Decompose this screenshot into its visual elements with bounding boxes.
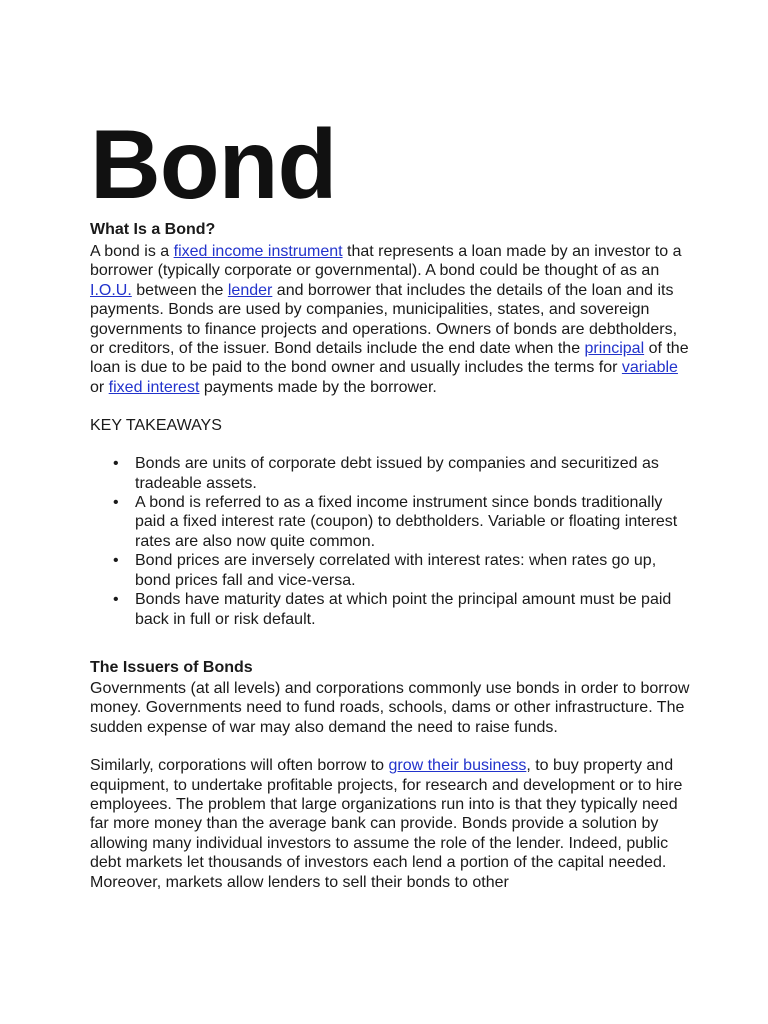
spacer	[90, 737, 690, 756]
spacer	[90, 397, 690, 416]
list-item-text: Bonds are units of corporate debt issued by companies and securitized as tradeable assets.	[135, 455, 659, 492]
link-grow-their-business[interactable]: grow their business	[388, 757, 527, 775]
bullet-icon: •	[113, 455, 119, 473]
paragraph-what-is-a-bond	[90, 242, 690, 397]
list-item	[113, 493, 690, 551]
bullet-icon: •	[113, 552, 119, 570]
key-takeaways-list	[90, 454, 690, 629]
list-item-text: Bonds have maturity dates at which point the principal amount must be paid back in full or risk default.	[135, 591, 672, 628]
text-span: between the	[131, 281, 228, 299]
bullet-icon: •	[113, 591, 119, 609]
section-heading-issuers-of-bonds: The Issuers of Bonds	[90, 658, 253, 676]
link-principal[interactable]: principal	[584, 340, 645, 358]
link-variable[interactable]: variable	[621, 359, 678, 377]
list-item	[113, 454, 690, 493]
list-item	[113, 551, 690, 590]
text-span: or	[90, 378, 109, 396]
link-iou[interactable]: I.O.U.	[90, 281, 132, 299]
text-span: , to buy property and equipment, to undertake profitable projects, for research and development or to hire employees. The problem that large organizations run into is that they typically need far more money than the average bank can provide. Bonds provide a solution by allowing many individual investors to assume the role of the lender. Indeed, public debt markets let thousands of investors each lend a portion of the capital needed. Moreover, markets allow lenders to sell their bonds to other	[90, 757, 683, 891]
page-title: Bond	[90, 109, 337, 219]
list-item-text: A bond is referred to as a fixed income instrument since bonds traditionally paid a fixed interest rate (coupon) to debtholders. Variable or floating interest rates are also now quite common.	[135, 494, 678, 550]
link-fixed-income-instrument[interactable]: fixed income instrument	[173, 243, 343, 260]
document-content	[90, 108, 690, 892]
text-span: of the loan is due to be paid to the bond owner and usually includes the terms for	[90, 340, 689, 377]
text-span: that represents a loan made by an investor to a borrower (typically corporate or governmental). A bond could be thought of as an	[90, 243, 682, 280]
text-span: and borrower that includes the details of the loan and its payments. Bonds are used by companies, municipalities, states, and sovereign governments to finance projects and operations. Owners of bonds are debtholders, or creditors, of the issuer. Bond details include the end date when the	[90, 281, 678, 358]
list-item	[113, 590, 690, 629]
text-span: payments made by the borrower.	[199, 378, 437, 396]
spacer	[90, 435, 690, 454]
link-fixed-interest[interactable]: fixed interest	[108, 378, 200, 396]
link-lender[interactable]: lender	[227, 281, 273, 299]
text-span: Similarly, corporations will often borrow to	[90, 757, 389, 775]
section-heading-what-is-a-bond: What Is a Bond?	[90, 221, 216, 238]
bullet-icon: •	[113, 494, 119, 512]
paragraph-issuers-2	[90, 756, 690, 892]
paragraph-issuers-1: Governments (at all levels) and corporations commonly use bonds in order to borrow money. Governments need to fund roads, schools, dams or other infrastructure. The sudden expense of war may also demand the need to raise funds.	[90, 679, 690, 736]
text-span: A bond is a	[90, 243, 174, 260]
spacer	[90, 629, 690, 658]
key-takeaways-title: KEY TAKEAWAYS	[90, 417, 222, 435]
list-item-text: Bond prices are inversely correlated with interest rates: when rates go up, bond prices fall and vice-versa.	[135, 552, 657, 589]
